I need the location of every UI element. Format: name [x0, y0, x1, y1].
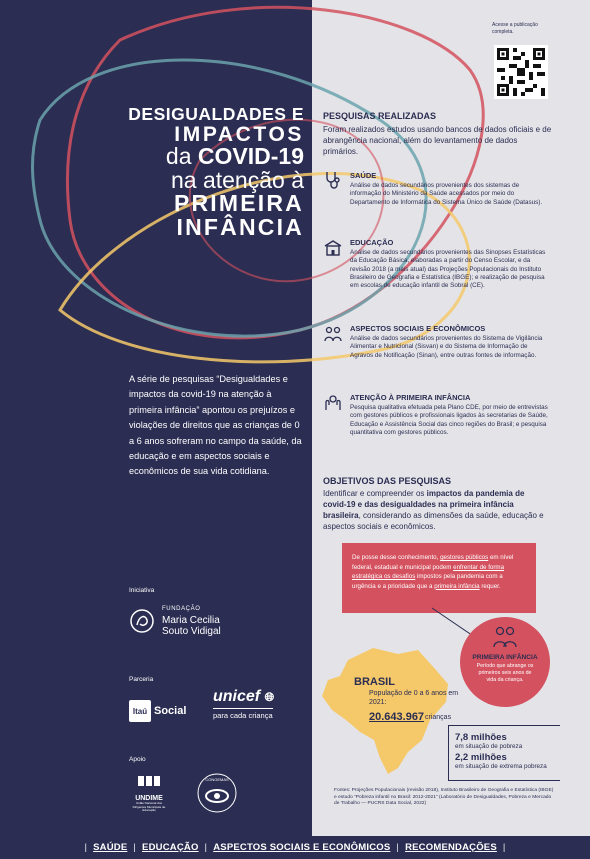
title-line-5: PRIMEIRA [173, 190, 304, 217]
callout-h1: gestores públicos [440, 554, 489, 561]
footer-sep: | [396, 842, 400, 853]
fmcsv-logo [129, 604, 221, 637]
congemas-text: CONGEMAS [205, 777, 229, 782]
fmcsv-icon [129, 608, 155, 634]
intro-text: A série de pesquisas “Desigualdades e impactos da covid-19 na atenção à primeira infância” apontou os prejuízos e violações de direitos que as crianças de 0 a 6 anos sofreram no campo da saúde, da educação e em aspectos sociais e econômicos de sua vida cotidiana. [129, 374, 302, 477]
iniciativa-label: Iniciativa [129, 587, 155, 594]
itau-social-logo [129, 700, 186, 722]
undime-sub: União Nacional dos Dirigentes Municipais de Educação [132, 801, 166, 812]
fmcsv-line-1: Maria Cecilia [162, 615, 220, 626]
itau-box: Itaú [129, 700, 151, 722]
primeira-infancia-circle [460, 617, 550, 707]
footer-link-aspectos[interactable]: ASPECTOS SOCIAIS E ECONÔMICOS [213, 842, 391, 853]
children-icon [492, 625, 518, 649]
parceria-label: Parceria [129, 676, 154, 683]
pi-title: PRIMEIRA INFÂNCIA [472, 654, 538, 661]
callout-p1: De posse desse conhecimento, [352, 554, 441, 561]
title-line-3b: COVID-19 [197, 143, 304, 170]
item-text-saude: Análise de dados secundários provenientes dos sistemas de informação do Ministério da Saúde acessados por meio do Departamento de Informática do Sistema Único de Saúde (Datasus). [350, 182, 543, 206]
poster-title [128, 106, 304, 239]
apoio-label: Apoio [129, 756, 146, 763]
callout-p2: em nível federal, estadual e municipal podem [352, 554, 514, 571]
footer-sep: | [133, 842, 137, 853]
callout-h2: enfrentar de forma estratégica os desafios [352, 563, 505, 580]
undime-name: UNDIME [135, 795, 163, 802]
pesquisas-text: Foram realizados estudos usando bancos de dados oficiais e de abrangência nacional, além do levantamento de dados primários. [323, 125, 552, 156]
title-line-3 [128, 145, 304, 168]
fontes-text: Fontes: Projeções Populacionais (revisão 2018), Instituto Brasileiro de Geografia e Estatística (IBGE) e estudo “Pobreza infantil no Brasil: 2012-2021” (Laboratório de Desigualdades, Pobreza e Mercado de Trabalho — PUCRS Data Social, 2022) [334, 788, 554, 807]
pesquisas-heading: PESQUISAS REALIZADAS [323, 111, 437, 121]
footer-sep: | [204, 842, 208, 853]
globe-icon: 🌐︎ [264, 690, 275, 704]
fmcsv-line-2: Souto Vidigal [162, 626, 221, 637]
pov2-value: 2,2 milhões [455, 751, 507, 763]
objetivos-heading: OBJETIVOS DAS PESQUISAS [323, 476, 452, 486]
undime-icon [137, 774, 161, 788]
footer-nav [0, 836, 590, 859]
school-icon [323, 238, 343, 258]
title-line-4: na atenção à [170, 166, 304, 193]
pov2-label: em situação de extrema pobreza [455, 762, 547, 770]
undime-logo [129, 774, 169, 813]
pop-value: 20.643.967 [369, 711, 425, 723]
objetivos-text-b: impactos da pandemia de covid-19 e das desigualdades na primeira infância brasileira [323, 489, 525, 520]
item-title-atencao: ATENÇÃO À PRIMEIRA INFÂNCIA [350, 393, 471, 402]
people-icon [323, 324, 343, 344]
footer-link-recomendacoes[interactable]: RECOMENDAÇÕES [405, 842, 497, 853]
footer-sep: | [502, 842, 506, 853]
footer-sep: | [84, 842, 88, 853]
title-line-3a: da [165, 143, 198, 170]
item-text-aspectos: Análise de dados secundários provenientes do Sistema de Vigilância Alimentar e Nutricional (Sisvan) e do Sistema de Informação de Agravos de Notificação (Sinan), entre outras fontes de informação. [350, 335, 543, 359]
hands-icon [323, 392, 343, 412]
unicef-name: unicef [213, 688, 261, 705]
objetivos-text-a: Identificar e compreender os [323, 489, 427, 498]
pov1-value: 7,8 milhões [455, 732, 507, 743]
stethoscope-icon [323, 170, 343, 190]
title-line-6: INFÂNCIA [176, 213, 304, 240]
item-title-educacao: EDUCAÇÃO [350, 238, 394, 247]
congemas-logo [196, 772, 238, 814]
objetivos-text [323, 488, 545, 532]
fmcsv-small: FUNDAÇÃO [162, 606, 201, 612]
brasil-title: BRASIL [354, 676, 395, 688]
footer-link-educacao[interactable]: EDUCAÇÃO [142, 842, 199, 853]
title-line-1: DESIGUALDADES E [128, 104, 304, 124]
unicef-sub: para cada criança [213, 708, 273, 720]
qr-label: Acesse a publicação completa. [492, 22, 538, 35]
item-text-educacao: Análise de dados secundários provenientes das Sinopses Estatísticas da Educação Básica, elaboradas a partir do Censo Escolar, e da revisão 2018 (a mais atual) das Projeções Populacionais do Instituto Brasileiro de Geografia e Estatística (IBGE); e realização de pesquisa em escolas de educação infantil de Sobral (CE). [350, 249, 546, 290]
item-title-saude: SAÚDE [350, 171, 377, 180]
footer-link-saude[interactable]: SAÚDE [93, 842, 128, 853]
brazil-map [318, 640, 458, 780]
pi-text: Período que abrange os primeiros seis anos de vida da criança. [476, 663, 534, 683]
objetivos-text-c: , considerando as dimensões da saúde, educação e aspectos sociais e econômicos. [323, 511, 544, 531]
title-line-2: IMPACTOS [174, 122, 304, 146]
pov1-label: em situação de pobreza [455, 743, 523, 750]
item-text-atencao: Pesquisa qualitativa efetuada pela Plano CDE, por meio de entrevistas com gestores públicos e profissionais ligados às secretarias de Saúde, Educação e Assistência Social das cinco regiões do Brasil; e pesquisa quantitativa com gestores públicos. [350, 404, 548, 436]
qr-code-icon[interactable] [494, 45, 548, 99]
itau-social: Social [154, 705, 187, 717]
item-title-aspectos: ASPECTOS SOCIAIS E ECONÔMICOS [350, 324, 486, 333]
poverty-box [448, 725, 560, 781]
unicef-logo [213, 688, 274, 720]
callout-p3: impostos pela pandemia com a urgência e a prioridade que a [352, 573, 503, 590]
callout-p4: requer. [479, 582, 501, 590]
pop-unit: crianças [425, 714, 452, 721]
callout-h3: primeira infância [434, 582, 480, 590]
pop-label: População de 0 a 6 anos em 2021: [369, 690, 459, 706]
callout-box [342, 543, 536, 613]
